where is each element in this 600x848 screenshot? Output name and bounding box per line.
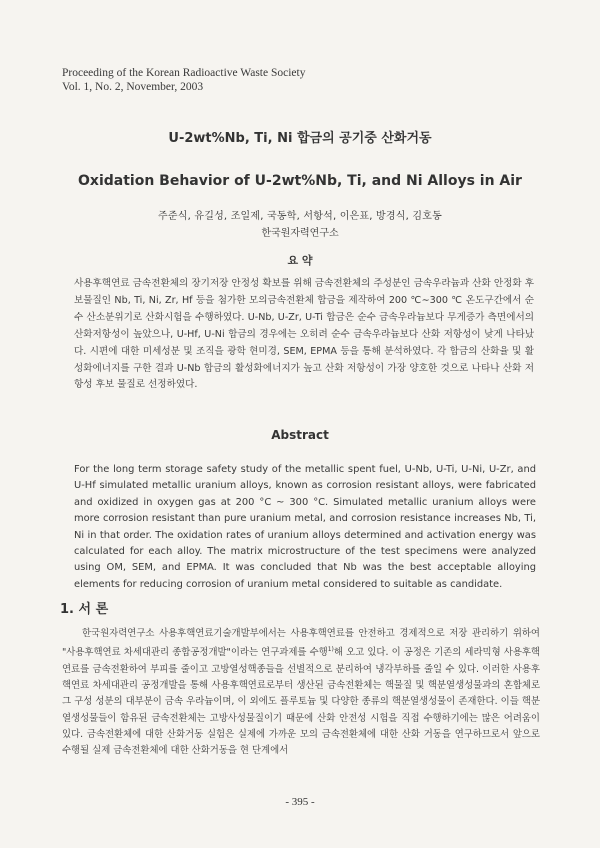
journal-header bbox=[62, 66, 305, 94]
abstract-english-heading: Abstract bbox=[271, 428, 329, 442]
author-list: 주준식, 유길성, 조일제, 국동학, 서항석, 이은표, 방경식, 김호동 bbox=[158, 211, 442, 222]
introduction-paragraph bbox=[62, 626, 540, 760]
journal-volume: Vol. 1, No. 2, November, 2003 bbox=[62, 81, 204, 93]
affiliation: 한국원자력연구소 bbox=[261, 228, 339, 239]
citation-marker: 1) bbox=[327, 646, 334, 654]
title-english: Oxidation Behavior of U-2wt%Nb, Ti, and Ni Alloys in Air bbox=[78, 173, 522, 189]
intro-text-part2: 해 오고 있다. 이 공정은 기존의 세라믹형 사용후핵연료를 금속전환하여 부피를 줄이고 고방열성핵종들을 선별적으로 분리하여 냉각부하를 줄일 수 있다. 이러한 사용후핵연료 차세대관리 공정개발을 통해 사용후핵연료로부터 생산된 금속전환체는 핵물질 및 핵분열생성물과의 혼합체로 그 구성 성분의 대부분이 금속 우라늄이며, 이 외에도 플루토늄 및 다양한 종류의 핵분열생성물이 존재한다. 이들 핵분열생성물들이 함유된 금속전환체는 고방사성물질이기 때문에 산화 안전성 시험을 직접 수행하기에는 많은 어려움이 있다. 금속전환체에 대한 산화거동 실험은 실제에 가까운 모의 금속전환체에 대한 산화 거동을 연구하므로서 앞으로 수행될 실제 금속전환체에 대한 산화거동을 현 단계에서 bbox=[62, 647, 540, 757]
intro-text-part1: 한국원자력연구소 사용후핵연료기술개발부에서는 사용후핵연료를 안전하고 경제적으로 저장 관리하기 위하여 "사용후핵연료 차세대관리 종합공정개발"이라는 연구과제를 수행 bbox=[62, 628, 540, 659]
abstract-english-text: For the long term storage safety study of the metallic spent fuel, U-Nb, U-Ti, U-Ni, U-Zr, and U-Hf simulated metallic uranium alloys, known as corrosion resistant alloys, were fabricated and oxidized in oxygen gas at 200 °C ~ 300 °C. Simulated metallic uranium alloys were more corrosion resistant than pure uranium metal, and corrosion resistance increases Nb, Ti, Ni in that order. The oxidation rates of uranium alloys determined and activation energy was calculated for each alloy. The matrix microstructure of the test specimens were analyzed using OM, SEM, and EPMA. It was concluded that Nb was the best acceptable alloying elements for reducing corrosion of uranium metal considered to suitable as candidate. bbox=[74, 464, 536, 590]
journal-name: Proceeding of the Korean Radioactive Waste Society bbox=[62, 67, 306, 79]
page-number: - 395 - bbox=[285, 796, 315, 808]
section-1-heading: 1. 서 론 bbox=[60, 602, 109, 617]
abstract-korean-heading: 요 약 bbox=[287, 254, 313, 267]
abstract-korean-text: 사용후핵연료 금속전환체의 장기저장 안정성 확보를 위해 금속전환체의 주성분인 금속우라늄과 산화 안정화 후보물질인 Nb, Ti, Ni, Zr, Hf 등을 첨가한 모의금속전환체 합금을 제작하여 200 ℃∼300 ℃ 온도구간에서 순수 산소분위기로 산화시험을 수행하였다. U-Nb, U-Zr, U-Ti 합금은 순수 금속우라늄보다 무게증가 측면에서의 산화저항성이 높았으나, U-Hf, U-Ni 합금의 경우에는 오히려 순수 금속우라늄보다 산화 저항성이 낮게 나타났다. 시편에 대한 미세성분 및 조직을 광학 현미경, SEM, EPMA 등을 통해 분석하였다. 각 합금의 산화율 및 활성화에너지를 구한 결과 U-Nb 합금의 활성화에너지가 높고 산화 저항성이 가장 양호한 것으로 나타나 산화 저항성 후보 물질로 선정하였다. bbox=[74, 278, 534, 391]
title-korean: U-2wt%Nb, Ti, Ni 합금의 공기중 산화거동 bbox=[168, 131, 432, 146]
